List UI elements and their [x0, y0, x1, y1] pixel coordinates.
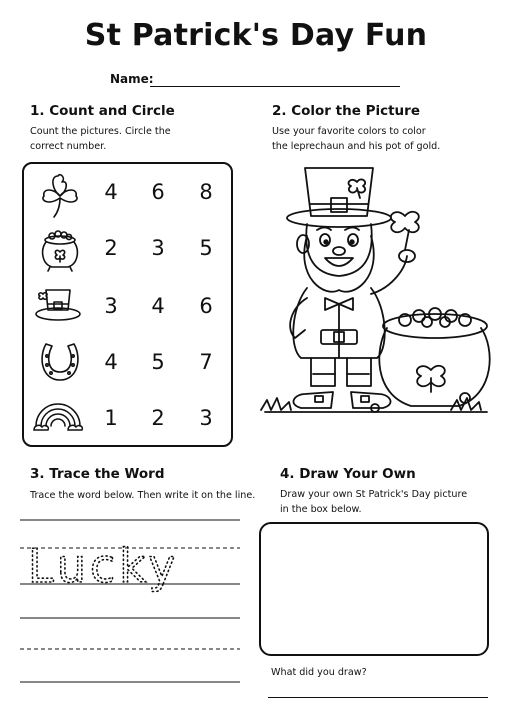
trace-section-title: 3. Trace the Word — [30, 466, 165, 482]
option-number[interactable]: 7 — [199, 350, 213, 374]
option-number[interactable]: 4 — [104, 180, 118, 204]
trace-writing-area[interactable] — [18, 510, 242, 686]
name-label: Name: — [110, 72, 154, 86]
shamrock-icon — [36, 170, 84, 220]
page-title: St Patrick's Day Fun — [84, 18, 428, 53]
option-number[interactable]: 4 — [151, 294, 165, 318]
draw-instruction-line2: in the box below. — [280, 504, 362, 515]
color-instruction-line1: Use your favorite colors to color — [272, 126, 426, 137]
option-number[interactable]: 1 — [104, 406, 118, 430]
option-number[interactable]: 3 — [151, 236, 165, 260]
option-number[interactable]: 2 — [104, 236, 118, 260]
draw-instruction-line1: Draw your own St Patrick's Day picture — [280, 489, 468, 500]
count-instruction-line1: Count the pictures. Circle the — [30, 126, 171, 137]
option-number[interactable]: 4 — [104, 350, 118, 374]
trace-word: Lucky — [28, 539, 180, 593]
option-number[interactable]: 8 — [199, 180, 213, 204]
count-and-circle-box — [22, 162, 233, 447]
option-number[interactable]: 3 — [104, 294, 118, 318]
trace-instruction: Trace the word below. Then write it on the line. — [30, 490, 256, 501]
count-instruction-line2: correct number. — [30, 141, 107, 152]
horseshoe-icon — [36, 338, 84, 386]
option-number[interactable]: 5 — [199, 236, 213, 260]
count-section-title: 1. Count and Circle — [30, 103, 175, 119]
option-number[interactable]: 3 — [199, 406, 213, 430]
pot-of-gold-icon — [36, 226, 84, 274]
what-did-you-draw-label: What did you draw? — [271, 667, 367, 678]
leprechaun-coloring-illustration — [255, 158, 495, 428]
name-line[interactable] — [150, 86, 400, 87]
option-number[interactable]: 6 — [199, 294, 213, 318]
draw-section-title: 4. Draw Your Own — [280, 466, 416, 482]
color-section-title: 2. Color the Picture — [272, 103, 420, 119]
answer-line[interactable] — [268, 697, 488, 698]
option-number[interactable]: 5 — [151, 350, 165, 374]
option-number[interactable]: 2 — [151, 406, 165, 430]
leprechaun-hat-icon — [32, 282, 84, 326]
option-number[interactable]: 6 — [151, 180, 165, 204]
drawing-box[interactable] — [259, 522, 489, 656]
rainbow-icon — [32, 396, 84, 436]
color-instruction-line2: the leprechaun and his pot of gold. — [272, 141, 441, 152]
